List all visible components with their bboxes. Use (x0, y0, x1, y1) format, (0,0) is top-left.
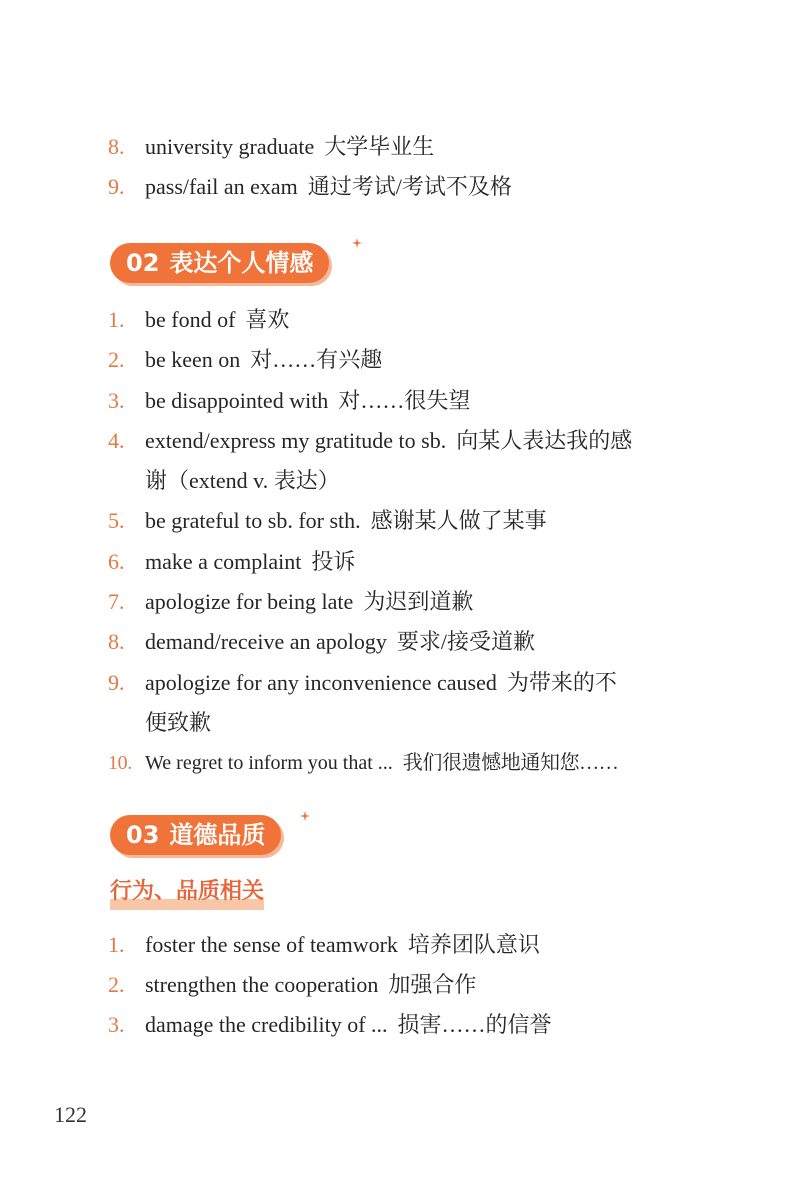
item-chinese: 损害……的信誉 (397, 1012, 552, 1037)
item-number: 8. (108, 134, 125, 159)
item-chinese: 为带来的不 (506, 670, 617, 695)
item-english: make a complaint (145, 549, 302, 574)
item-english: be fond of (145, 307, 236, 332)
item-english: be keen on (145, 347, 241, 372)
item-number: 3. (108, 388, 125, 413)
list-item (108, 542, 708, 582)
item-continuation: 便致歉 (145, 710, 212, 735)
item-english: pass/fail an exam (145, 174, 298, 199)
item-chinese: 对……有兴趣 (250, 347, 383, 372)
list-item (108, 622, 708, 662)
item-chinese: 我们很遗憾地通知您…… (402, 752, 619, 774)
item-english: apologize for being late (145, 589, 354, 614)
item-english: apologize for any inconvenience caused (145, 670, 497, 695)
item-number: 1. (108, 932, 125, 957)
item-english: damage the credibility of ... (145, 1012, 388, 1037)
item-number: 9. (108, 174, 125, 199)
list-item (108, 340, 708, 380)
list-item (108, 421, 708, 501)
item-chinese: 投诉 (311, 549, 356, 574)
list-item (108, 743, 708, 783)
item-chinese: 大学毕业生 (324, 134, 435, 159)
item-number: 7. (108, 589, 125, 614)
item-english: university graduate (145, 134, 315, 159)
list-item (108, 582, 708, 622)
item-number: 6. (108, 549, 125, 574)
list-item (108, 501, 708, 541)
item-number: 2. (108, 347, 125, 372)
item-english: foster the sense of teamwork (145, 932, 398, 957)
sparkle-icon (300, 811, 310, 821)
item-chinese: 通过考试/考试不及格 (307, 174, 512, 199)
item-english: extend/express my gratitude to sb. (145, 428, 447, 453)
item-number: 3. (108, 1012, 125, 1037)
item-number: 10. (108, 752, 132, 774)
item-number: 1. (108, 307, 125, 332)
list-item (108, 381, 708, 421)
item-chinese: 培养团队意识 (407, 932, 540, 957)
item-chinese: 要求/接受道歉 (396, 629, 536, 654)
section-header-02 (110, 243, 329, 283)
item-chinese: 对……很失望 (338, 388, 471, 413)
item-english: demand/receive an apology (145, 629, 387, 654)
list-item (108, 1005, 708, 1045)
list-item (108, 925, 708, 965)
list-item (108, 663, 708, 743)
section-header-03 (110, 815, 281, 855)
section-title: 道德品质 (169, 821, 266, 849)
list-item (108, 300, 708, 340)
section-number: 03 (126, 821, 160, 849)
item-chinese: 向某人表达我的感 (456, 428, 633, 453)
item-chinese: 加强合作 (388, 972, 477, 997)
item-chinese: 喜欢 (245, 307, 290, 332)
item-continuation: 谢（extend v. 表达） (145, 468, 340, 493)
item-english: strengthen the cooperation (145, 972, 379, 997)
item-number: 2. (108, 972, 125, 997)
item-number: 5. (108, 508, 125, 533)
item-number: 4. (108, 428, 125, 453)
item-english: be disappointed with (145, 388, 329, 413)
item-chinese: 为迟到道歉 (363, 589, 474, 614)
item-english: be grateful to sb. for sth. (145, 508, 361, 533)
sparkle-icon (352, 238, 362, 248)
section-title: 表达个人情感 (169, 249, 314, 277)
page-number: 122 (54, 1102, 87, 1127)
sub-heading: 行为、品质相关 (110, 874, 264, 910)
item-number: 8. (108, 629, 125, 654)
list-item (108, 167, 708, 207)
item-number: 9. (108, 670, 125, 695)
section-number: 02 (126, 249, 160, 277)
list-item (108, 965, 708, 1005)
item-english: We regret to inform you that ... (145, 752, 393, 774)
list-item (108, 127, 708, 167)
item-chinese: 感谢某人做了某事 (370, 508, 547, 533)
